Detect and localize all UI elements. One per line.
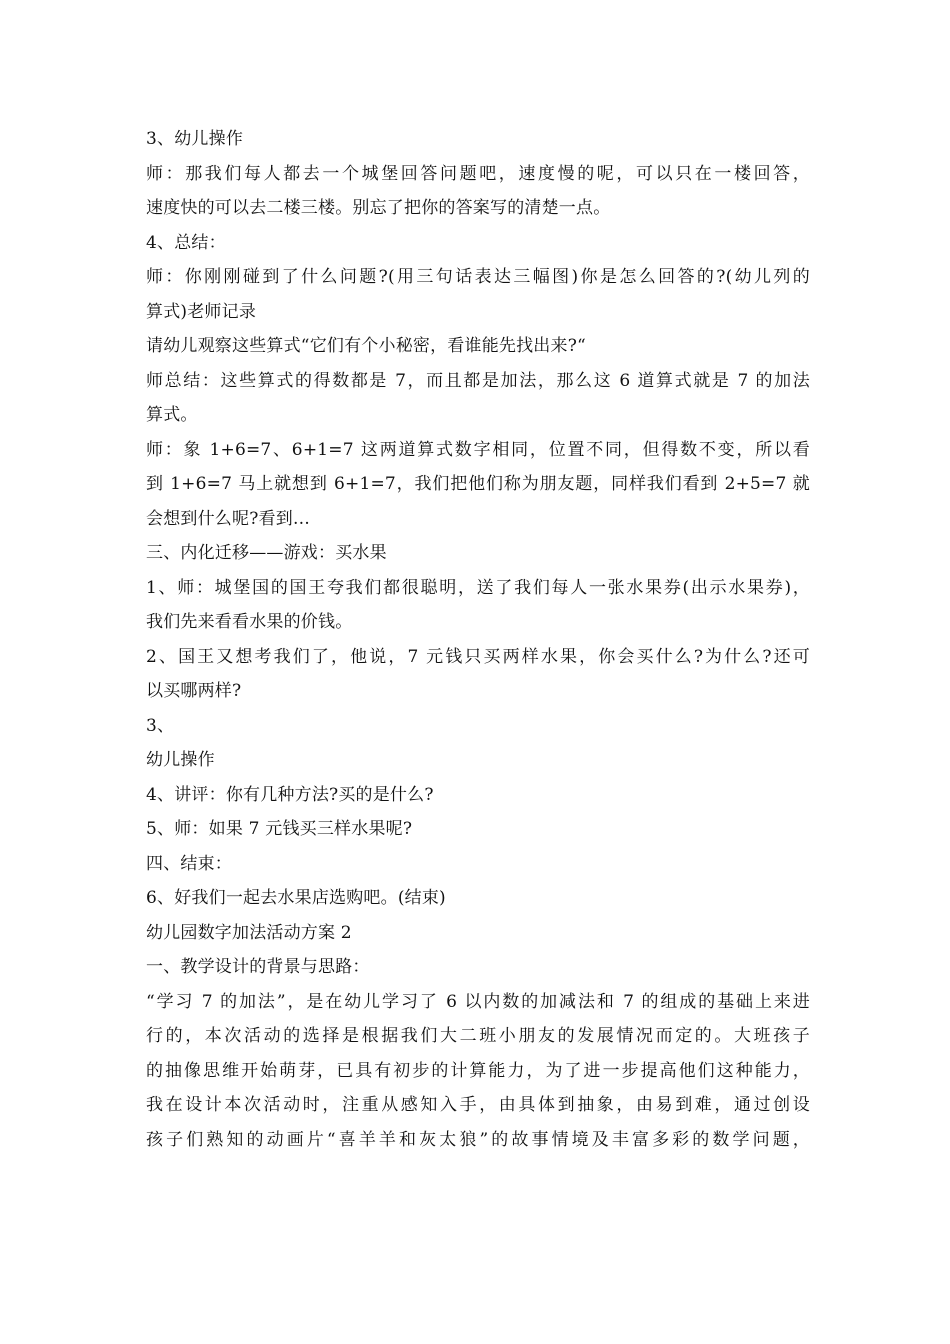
text-line: 师：那我们每人都去一个城堡回答问题吧，速度慢的呢，可以只在一楼回答， <box>146 163 810 184</box>
document-body <box>146 122 810 1157</box>
text-line: 会想到什么呢?看到… <box>146 508 311 529</box>
text-line: 行的，本次活动的选择是根据我们大二班小朋友的发展情况而定的。大班孩子 <box>146 1026 810 1046</box>
text-line: 算式)老师记录 <box>146 301 257 322</box>
text-line: 的抽像思维开始萌芽，已具有初步的计算能力，为了进一步提高他们这种能力， <box>146 1060 810 1081</box>
section-heading: 一、教学设计的背景与思路： <box>146 957 370 977</box>
text-line: 1、师：城堡国的国王夸我们都很聪明，送了我们每人一张水果券(出示水果券)， <box>146 577 810 598</box>
text-line: 6、好我们一起去水果店选购吧。(结束) <box>146 888 446 908</box>
text-line: 3、幼儿操作 <box>146 129 244 149</box>
text-line: 师总结：这些算式的得数都是 7，而且都是加法，那么这 6 道算式就是 7 的加法 <box>146 370 810 391</box>
document-subtitle: 幼儿园数字加法活动方案 2 <box>146 922 352 943</box>
text-line: 到 1+6=7 马上就想到 6+1=7，我们把他们称为朋友题，同样我们看到 2+5=7 就 <box>146 474 810 494</box>
text-line: 4、讲评：你有几种方法?买的是什么? <box>146 784 434 805</box>
text-line: 3、 <box>146 715 175 736</box>
text-line: 我在设计本次活动时，注重从感知入手，由具体到抽象，由易到难，通过创设 <box>146 1095 810 1115</box>
text-line: 幼儿操作 <box>146 750 215 770</box>
text-line: 师：你刚刚碰到了什么问题?(用三句话表达三幅图)你是怎么回答的?(幼儿列的 <box>146 267 810 287</box>
text-line: 算式。 <box>146 405 198 425</box>
text-line: 速度快的可以去二楼三楼。别忘了把你的答案写的清楚一点。 <box>146 198 611 218</box>
text-line: 师：象 1+6=7、6+1=7 这两道算式数字相同，位置不同，但得数不变，所以看 <box>146 439 810 460</box>
text-line: 5、师：如果 7 元钱买三样水果呢? <box>146 819 413 839</box>
text-line: 孩子们熟知的动画片“喜羊羊和灰太狼”的故事情境及丰富多彩的数学问题， <box>146 1129 810 1150</box>
text-line: 我们先来看看水果的价钱。 <box>146 612 353 632</box>
text-line: 2、国王又想考我们了，他说，7 元钱只买两样水果，你会买什么?为什么?还可 <box>146 646 810 667</box>
section-heading: 三、内化迁移——游戏：买水果 <box>146 543 387 563</box>
text-line: 4、总结： <box>146 232 226 253</box>
text-line: 请幼儿观察这些算式“它们有个小秘密，看谁能先找出来?“ <box>146 336 586 356</box>
text-line: “学习 7 的加法”，是在幼儿学习了 6 以内数的加减法和 7 的组成的基础上来进 <box>146 991 810 1012</box>
text-line: 以买哪两样? <box>146 681 242 701</box>
section-heading: 四、结束： <box>146 853 232 874</box>
